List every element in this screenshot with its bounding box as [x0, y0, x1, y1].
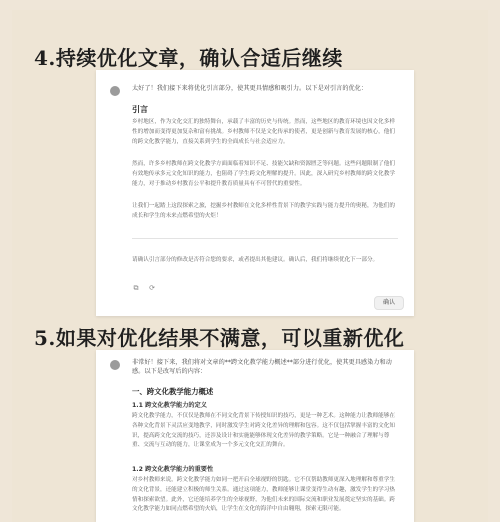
action-icons [132, 284, 156, 292]
paragraph-2: 然而，许多乡村教师在跨文化教学方面面临着知识不足、技能欠缺和资源匮乏等问题。这些问题限制了他们有效地传承多元文化知识的能力，也阻碍了学生跨文化理解的提升。因此，深入研究乡村教师的跨文化教学能力，对于推动乡村教育公平和提升教育质量具有不可替代的重要性。 [132, 161, 395, 187]
step-4-title: 4.持续优化文章，确认合适后继续 [34, 46, 343, 70]
refresh-icon[interactable]: ⟳ [149, 284, 155, 292]
confirm-button[interactable]: 确认 [374, 296, 404, 310]
divider [132, 238, 398, 239]
assistant-avatar-icon [110, 86, 120, 96]
assistant-intro: 非常好！接下来，我们将对文章的**跨文化教学能力概述**部分进行优化，使其更具感染力和动感。以下是改写后的内容： [132, 359, 392, 375]
paragraph-1: 乡村地区，作为文化交汇的独特舞台，承载了丰富的历史与传统。然而，这些地区的教育环境也因文化多样性的增加而变得更加复杂和富有挑战。乡村教师不仅是文化传承的使者，更是创新与教育发展的核心，他们的跨文化教学能力，直接关系到学生的全面成长与社会适应力。 [132, 119, 395, 145]
step-5-title: 5.如果对优化结果不满意，可以重新优化 [34, 326, 405, 350]
subsection-heading-2: 1.2 跨文化教学能力的重要性 [132, 466, 214, 473]
paragraph-2: 对乡村教师来说，跨文化教学能力如同一把开启全球视野的钥匙。它不仅帮助教师更深入地理解和尊重学生的文化背景，还能建立积极的师生关系。通过这项能力，教师能够让课堂变得生动有趣，激发学生的学习热情和探索欲望。此外，它还能培养学生的全球视野，为他们未来的国际交流和职业发展奠定坚实的基础。跨文化教学能力如同点燃希望的火焰，让学生在文化的海洋中自由翱翔，探索无限可能。 [132, 477, 395, 513]
assistant-intro: 太好了！我们接下来将优化引言部分，使其更具情感和吸引力。以下是对引言的优化： [132, 85, 368, 92]
subsection-heading-1: 1.1 跨文化教学能力的定义 [132, 402, 207, 409]
assistant-avatar-icon [110, 360, 120, 370]
paragraph-3: 让我们一起踏上这段探索之旅，挖掘乡村教师在文化多样性背景下的教学实践与能力提升的奥秘，为他们的成长和学生的未来点燃希望的火炬！ [132, 203, 395, 219]
paragraph-1: 跨文化教学能力，不仅仅是教师在不同文化背景下传授知识的技巧，更是一种艺术。这种能力让教师能够在各种文化背景下灵活应变地教学，同时激发学生对跨文化差异的理解和包容。这不仅包括掌握丰富的文化知识，提高跨文化交流的技巧，还涉及设计和实施能够体现文化差异的教学策略。它是一种融合了理解与尊重、交流与互动的能力，让课堂成为一个多元文化交汇的舞台。 [132, 413, 395, 449]
section-heading: 一、跨文化教学能力概述 [132, 387, 214, 396]
copy-icon[interactable]: ⧉ [133, 284, 139, 292]
followup-text: 请确认引言部分的修改是否符合您的要求，或者提出其他建议。确认后，我们将继续优化下一部分。 [132, 257, 379, 263]
chat-card-step-5 [96, 350, 414, 522]
chat-card-step-4 [96, 70, 414, 316]
section-heading: 引言 [132, 105, 148, 114]
